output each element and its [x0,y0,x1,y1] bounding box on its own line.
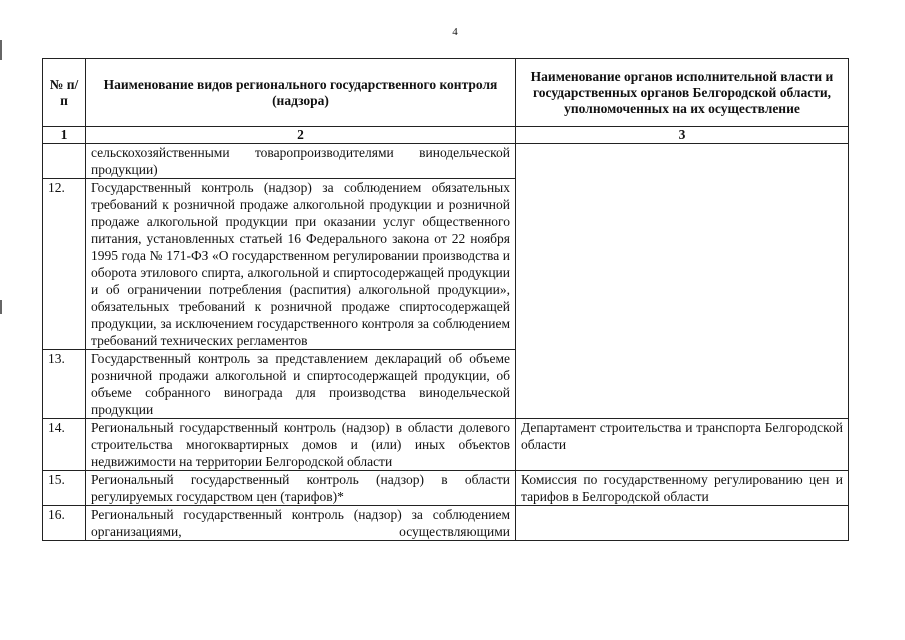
row-number: 14. [43,419,86,471]
row-number [43,144,86,179]
regulatory-table [42,58,849,541]
control-type-cell: сельскохозяйственными товаропроизводителями винодельческой продукции) [86,144,516,179]
row-number: 12. [43,179,86,350]
table-row [43,471,849,506]
authority-cell: Комиссия по государственному регулированию цен и тарифов в Белгородской области [516,471,849,506]
control-type-cell: Государственный контроль за представлением деклараций об объеме розничной продажи алкогольной и спиртосодержащей продукции, об объеме собранного винограда для производства винодельческой продукции [86,350,516,419]
table-row [43,144,849,179]
page-number: 4 [452,26,458,38]
control-type-cell: Региональный государственный контроль (надзор) в области долевого строительства многоквартирных домов и (или) иных объектов недвижимости на территории Белгородской области [86,419,516,471]
control-type-cell: Региональный государственный контроль (надзор) за соблюдением организациями, осуществляющими [86,506,516,541]
control-type-cell: Государственный контроль (надзор) за соблюдением обязательных требований к розничной продаже алкогольной продукции и розничной продаже алкогольной продукции при оказании услуг общественного питания, установленных статьей 16 Федерального закона от 22 ноября 1995 года № 171-ФЗ «О государственном регулировании производства и оборота этилового спирта, алкогольной и спиртосодержащей продукции и об ограничении потребления (распития) алкогольной продукции», обязательных требований к розничной продаже спиртосодержащей продукции, за исключением государственного контроля за соблюдением требований технических регламентов [86,179,516,350]
row-number: 16. [43,506,86,541]
header-authority: Наименование органов исполнительной власти и государственных органов Белгородской области, уполномоченных на их осуществление [516,59,849,127]
row-number: 13. [43,350,86,419]
table-header-row [43,59,849,127]
column-number: 2 [86,127,516,144]
authority-cell [516,144,849,419]
row-number: 15. [43,471,86,506]
header-control-type: Наименование видов регионального государственного контроля (надзора) [86,59,516,127]
column-number: 1 [43,127,86,144]
header-number: № п/п [43,59,86,127]
authority-cell [516,506,849,541]
column-number: 3 [516,127,849,144]
column-number-row [43,127,849,144]
scan-edge-mark [0,300,2,314]
table-row [43,506,849,541]
scan-edge-mark [0,40,2,60]
control-type-cell: Региональный государственный контроль (надзор) в области регулируемых государством цен (тарифов)* [86,471,516,506]
table-row [43,419,849,471]
authority-cell: Департамент строительства и транспорта Белгородской области [516,419,849,471]
